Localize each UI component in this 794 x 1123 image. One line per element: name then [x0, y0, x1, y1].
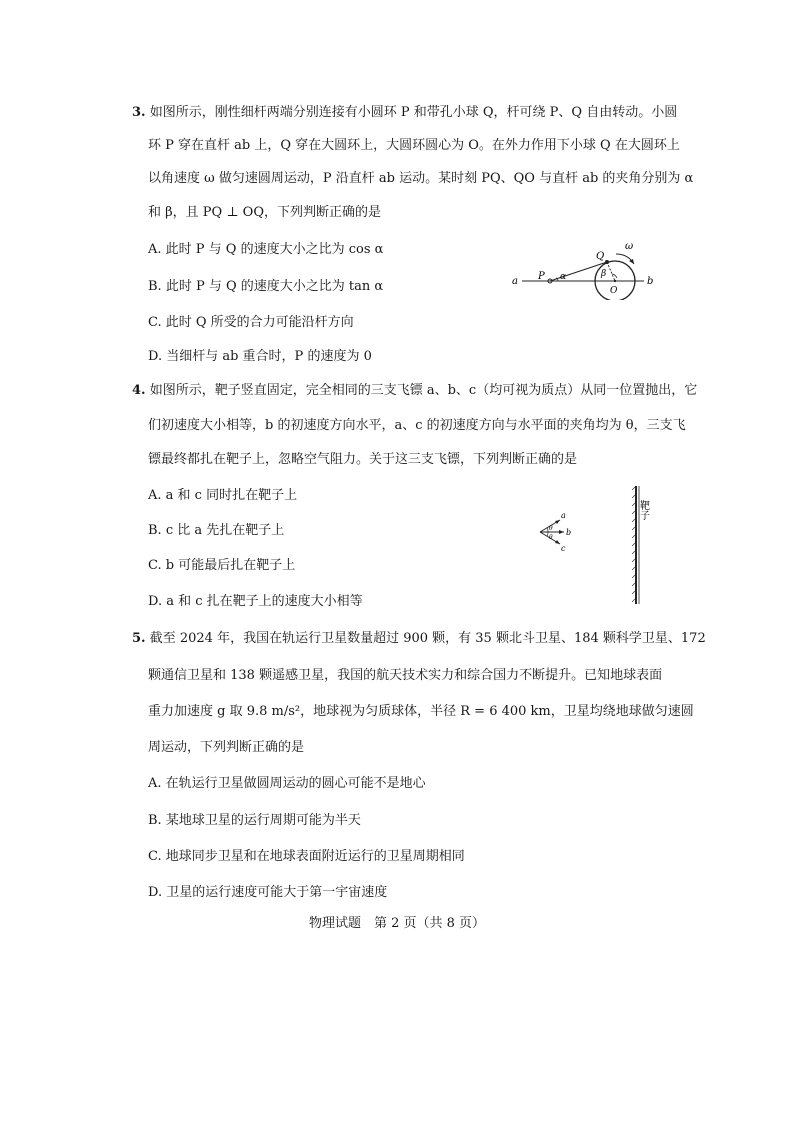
label-dart-a: a: [561, 511, 566, 520]
q3-line-4: 和 β，且 PQ ⊥ OQ，下列判断正确的是: [148, 205, 381, 220]
dart-c-head: [555, 540, 560, 544]
label-dart-c: c: [561, 544, 566, 553]
q5-line-3: 重力加速度 g 取 9.8 m/s²，地球视为匀质球体，半径 R = 6 400 km，卫星均绕地球做匀速圆: [148, 704, 694, 719]
q4-line-3: 镖最终都扎在靶子上，忽略空气阻力。关于这三支飞镖，下列判断正确的是: [148, 452, 578, 467]
page-footer: 物理试题 第 2 页（共 8 页）: [308, 916, 486, 931]
q3-number: 3.: [132, 105, 146, 120]
q3-line-3: 以角速度 ω 做匀速圆周运动，P 沿直杆 ab 运动。某时刻 PQ、QO 与直杆 ab 的夹角分别为 α: [148, 171, 694, 186]
line-qo: [607, 262, 615, 281]
theta-arc-lower: [547, 532, 548, 536]
label-omega: ω: [625, 241, 634, 252]
q3-option-c: C. 此时 Q 所受的合力可能沿杆方向: [148, 315, 354, 330]
q3-option-a: A. 此时 P 与 Q 的速度大小之比为 cos α: [148, 242, 384, 257]
q4-option-b: B. c 比 a 先扎在靶子上: [148, 523, 285, 538]
q5-option-c: C. 地球同步卫星和在地球表面附近运行的卫星周期相同: [148, 849, 465, 864]
dart-a-head: [555, 520, 560, 524]
rod-pq: [550, 262, 607, 281]
q5-option-a: A. 在轨运行卫星做圆周运动的圆心可能不是地心: [148, 776, 426, 791]
q5-line-4: 周运动，下列判断正确的是: [148, 740, 305, 755]
label-a: a: [512, 276, 518, 287]
label-theta-upper: θ: [549, 525, 553, 532]
q4-option-a: A. a 和 c 同时扎在靶子上: [148, 488, 298, 503]
q3-figure: [508, 236, 658, 300]
q4-figure: [528, 480, 658, 610]
label-beta: β: [601, 269, 607, 279]
q5-option-b: B. 某地球卫星的运行周期可能为半天: [148, 813, 361, 828]
omega-arrow: [616, 254, 634, 264]
label-b: b: [647, 276, 654, 287]
q4-option-d: D. a 和 c 扎在靶子上的速度大小相等: [148, 594, 363, 609]
q5-line-1: [132, 630, 706, 648]
q3-line-1: [132, 104, 677, 122]
q5-line-2: 颗通信卫星和 138 颗遥感卫星，我国的航天技术实力和综合国力不断提升。已知地球表面: [148, 668, 663, 683]
label-p: P: [538, 271, 545, 282]
ball-q: [605, 260, 609, 264]
dart-b-head: [559, 530, 564, 534]
theta-arc-upper: [547, 528, 548, 532]
label-alpha: α: [560, 272, 567, 282]
center-o: [614, 280, 616, 282]
label-theta-lower: θ: [549, 534, 553, 541]
q4-option-c: C. b 可能最后扎在靶子上: [148, 558, 296, 573]
q3-text-1: 如图所示，刚性细杆两端分别连接有小圆环 P 和带孔小球 Q，杆可绕 P、Q 自由转动。小圆: [149, 105, 678, 120]
q3-option-d: D. 当细杆与 ab 重合时，P 的速度为 0: [148, 349, 372, 364]
target-label: 靶子: [637, 500, 649, 520]
q3-line-2: 环 P 穿在直杆 ab 上，Q 穿在大圆环上，大圆环圆心为 O。在外力作用下小球 Q 在大圆环上: [148, 138, 680, 153]
q4-text-1: 如图所示，靶子竖直固定，完全相同的三支飞镖 a、b、c（均可视为质点）从同一位置抛出，它: [149, 383, 698, 398]
q5-option-d: D. 卫星的运行速度可能大于第一宇宙速度: [148, 885, 388, 900]
q4-line-2: 们初速度大小相等，b 的初速度方向水平，a、c 的初速度方向与水平面的夹角均为 θ，三支飞: [148, 418, 686, 433]
q3-option-b: B. 此时 P 与 Q 的速度大小之比为 tan α: [148, 279, 384, 294]
label-o: O: [610, 286, 618, 296]
q5-number: 5.: [132, 631, 146, 646]
q4-line-1: [132, 382, 697, 400]
omega-arrowhead: [629, 259, 634, 264]
q4-number: 4.: [132, 383, 146, 398]
label-q: Q: [596, 251, 605, 262]
label-dart-b: b: [566, 528, 572, 537]
q5-text-1: 截至 2024 年，我国在轨运行卫星数量超过 900 颗，有 35 颗北斗卫星、184 颗科学卫星、172: [149, 631, 706, 646]
